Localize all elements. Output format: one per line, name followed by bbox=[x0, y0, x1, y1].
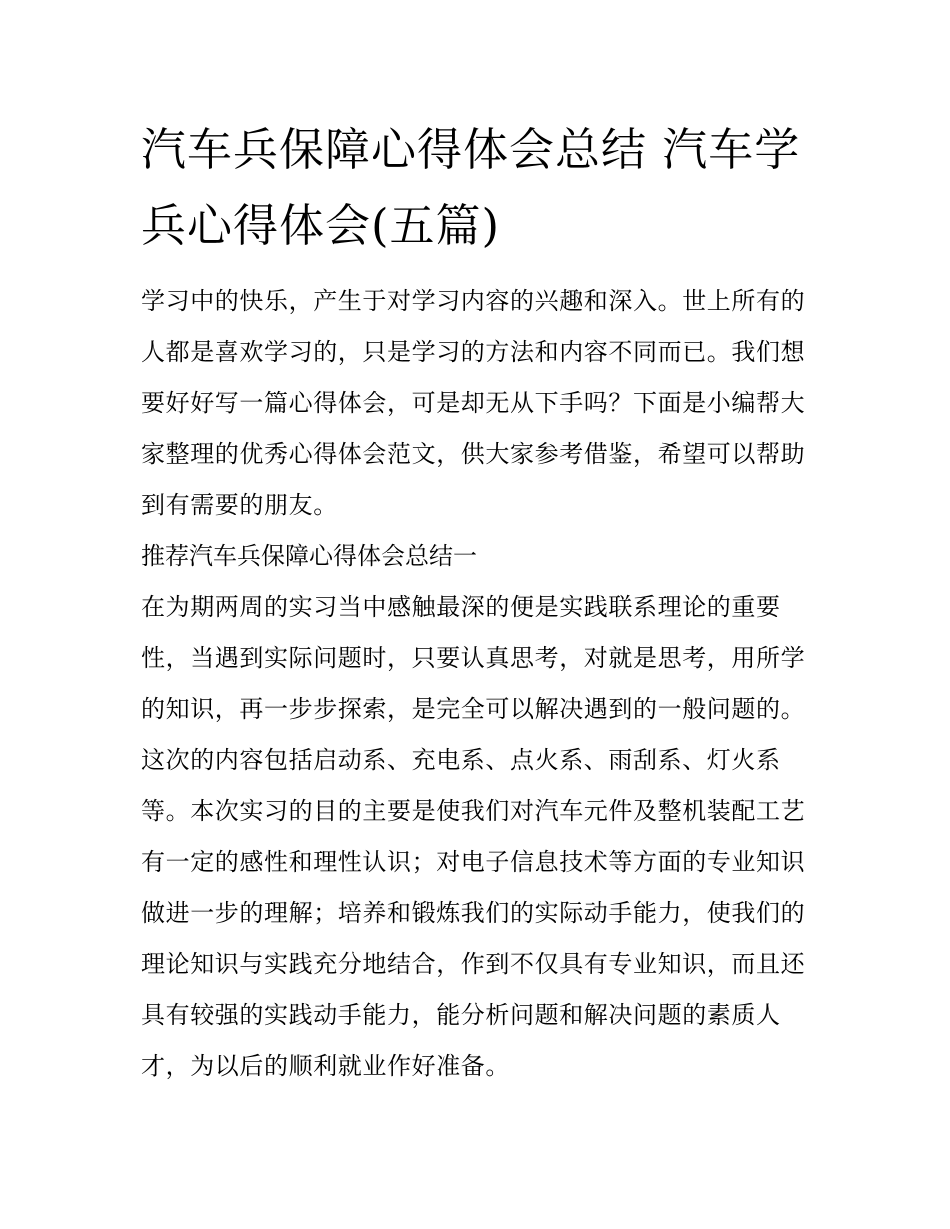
intro-paragraph: 学习中的快乐，产生于对学习内容的兴趣和深入。世上所有的人都是喜欢学习的，只是学习的方法和内容不同而已。我们想要好好写一篇心得体会，可是却无从下手吗？下面是小编帮大家整理的优秀心得体会范文，供大家参考借鉴，希望可以帮助到有需要的朋友。 bbox=[141, 287, 806, 519]
section-paragraph: 在为期两周的实习当中感触最深的便是实践联系理论的重要性，当遇到实际问题时，只要认真思考，对就是思考，用所学的知识，再一步步探索，是完全可以解决遇到的一般问题的。这次的内容包括启动系、充电系、点火系、雨刮系、灯火系等。本次实习的目的主要是使我们对汽车元件及整机装配工艺有一定的感性和理性认识；对电子信息技术等方面的专业知识做进一步的理解；培养和锻炼我们的实际动手能力，使我们的理论知识与实践充分地结合，作到不仅具有专业知识，而且还具有较强的实践动手能力，能分析问题和解决问题的素质人才，为以后的顺利就业作好准备。 bbox=[141, 593, 806, 1080]
document-title: 汽车兵保障心得体会总结 汽车学兵心得体会(五篇) bbox=[141, 123, 801, 252]
section-heading: 推荐汽车兵保障心得体会总结一 bbox=[141, 542, 477, 570]
document-content bbox=[141, 112, 817, 1092]
